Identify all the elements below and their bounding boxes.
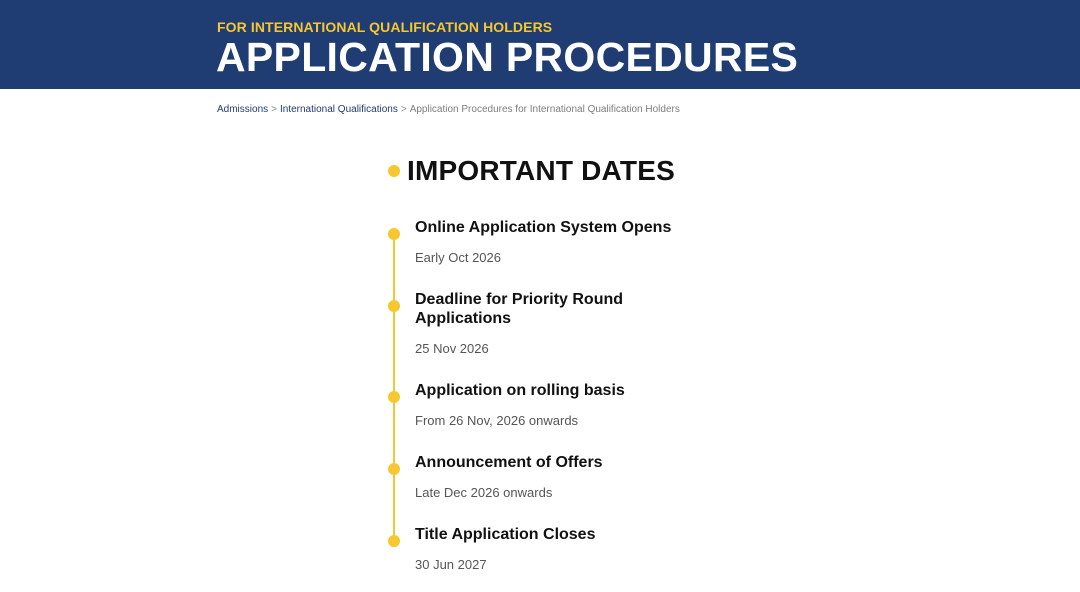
timeline-item-title: Online Application System Opens [415, 219, 672, 236]
page-title: APPLICATION PROCEDURES [216, 34, 799, 80]
breadcrumb-current-page: Application Procedures for International Qualification Holders [409, 104, 680, 115]
timeline-item-date: 30 Jun 2027 [415, 557, 487, 572]
timeline-dot-icon [388, 228, 400, 240]
timeline-item-title: Application on rolling basis [415, 382, 625, 399]
timeline-item-date: 25 Nov 2026 [415, 341, 489, 356]
section-heading-text: IMPORTANT DATES [407, 155, 675, 186]
breadcrumb-link-admissions[interactable]: Admissions [217, 104, 269, 115]
timeline-dot-icon [388, 300, 400, 312]
timeline-dot-icon [388, 391, 400, 403]
timeline-dot-icon [388, 535, 400, 547]
timeline-item-title: Announcement of Offers [415, 454, 603, 471]
page-header [0, 0, 1080, 89]
header-subtitle: FOR INTERNATIONAL QUALIFICATION HOLDERS [217, 19, 553, 35]
breadcrumb [217, 104, 680, 115]
timeline-item-date: Late Dec 2026 onwards [415, 485, 553, 500]
timeline-line [393, 234, 395, 541]
breadcrumb-separator: > [271, 104, 277, 115]
timeline-item-date: From 26 Nov, 2026 onwards [415, 413, 579, 428]
bullet-dot-icon [388, 165, 400, 177]
timeline-dot-icon [388, 463, 400, 475]
timeline-item-title: Title Application Closes [415, 526, 596, 543]
timeline-item-date: Early Oct 2026 [415, 250, 501, 265]
timeline-item-title: Deadline for Priority Round Applications [415, 291, 624, 327]
breadcrumb-link-international-qualifications[interactable]: International Qualifications [279, 104, 398, 115]
breadcrumb-separator: > [400, 104, 407, 115]
